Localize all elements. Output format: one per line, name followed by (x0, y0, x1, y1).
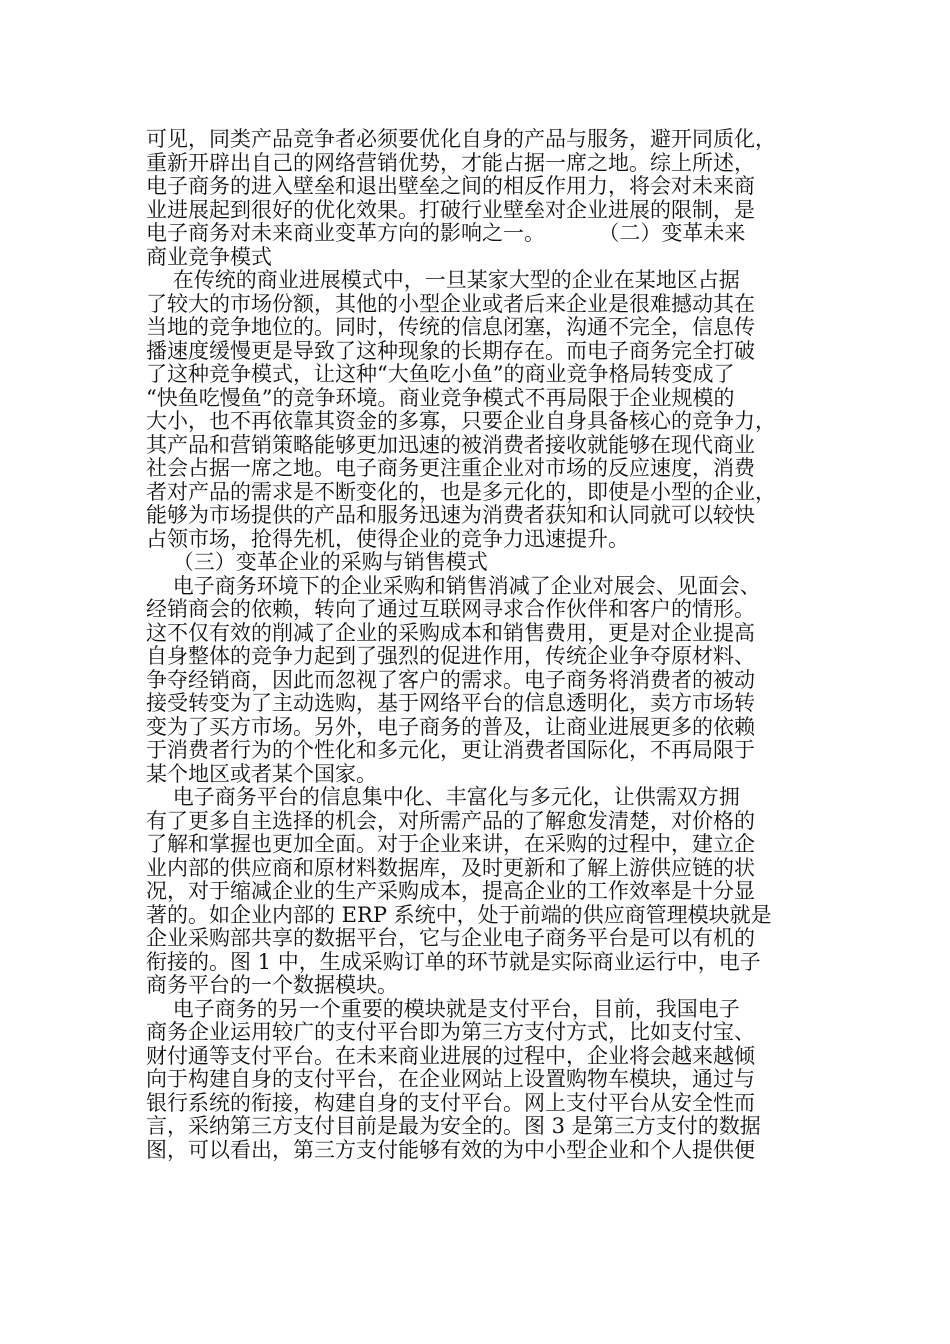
text-line: 当地的竞争地位的。同时，传统的信息闭塞，沟通不完全，信息传 (146, 315, 755, 339)
text-line: 图，可以看出，第三方支付能够有效的为中小型企业和个人提供便 (146, 1137, 755, 1162)
text-line: 了较大的市场份额，其他的小型企业或者后来企业是很难撼动其在 (146, 291, 755, 316)
section-heading-continuation: 商业竞争模式 (146, 244, 272, 269)
text-line: 某个地区或者某个国家。 (146, 761, 377, 786)
text-line: 银行系统的衔接，构建自身的支付平台。网上支付平台从安全性而 (146, 1090, 755, 1115)
text-line: “快鱼吃慢鱼”的竞争环境。商业竞争模式不再局限于企业规模的 (146, 385, 735, 410)
text-line: 了这种竞争模式，让这种“大鱼吃小鱼”的商业竞争格局转变成了 (146, 362, 735, 386)
text-line: 占领市场，抢得先机，使得企业的竞争力迅速提升。 (146, 526, 629, 551)
text-line: 播速度缓慢更是导致了这种现象的长期存在。而电子商务完全打破 (146, 338, 755, 363)
text-line: 于消费者行为的个性化和多元化，更让消费者国际化，不再局限于 (146, 738, 755, 762)
text-line: 经销商会的依赖，转向了通过互联网寻求合作伙伴和客户的情形。 (146, 597, 755, 621)
text-line: 言，采纳第三方支付目前是最为安全的。图 3 是第三方支付的数据 (146, 1114, 761, 1138)
text-line: 向于构建自身的支付平台，在企业网站上设置购物车模块，通过与 (146, 1067, 755, 1091)
text-line: 企业采购部共享的数据平台，它与企业电子商务平台是可以有机的 (146, 926, 755, 950)
text-line: 能够为市场提供的产品和服务迅速为消费者获知和认同就可以较快 (146, 503, 755, 527)
text-line: 况，对于缩减企业的生产采购成本，提高企业的工作效率是十分显 (146, 879, 755, 903)
document-body (146, 128, 806, 1162)
text-line: 变为了买方市场。另外，电子商务的普及，让商业进展更多的依赖 (146, 714, 755, 739)
paragraph-start-line: 电子商务环境下的企业采购和销售消减了企业对展会、见面会、 (146, 573, 761, 598)
text-line: 可见，同类产品竞争者必须要优化自身的产品与服务，避开同质化， (146, 127, 776, 151)
text-line: 自身整体的竞争力起到了强烈的促进作用，传统企业争夺原材料、 (146, 644, 755, 668)
text-line: 电子商务的进入壁垒和退出壁垒之间的相反作用力，将会对未来商 (146, 174, 755, 198)
text-line: 财付通等支付平台。在未来商业进展的过程中，企业将会越来越倾 (146, 1043, 755, 1068)
text-line: 业进展起到很好的优化效果。打破行业壁垒对企业进展的限制，是 (146, 197, 755, 222)
text-line: 了解和掌握也更加全面。对于企业来讲，在采购的过程中，建立企 (146, 832, 755, 856)
text-line: 接受转变为了主动选购，基于网络平台的信息透明化，卖方市场转 (146, 691, 755, 715)
text-line: 业内部的供应商和原材料数据库，及时更新和了解上游供应链的状 (146, 855, 755, 880)
paragraph-start-line: 电子商务平台的信息集中化、丰富化与多元化，让供需双方拥 (146, 785, 740, 809)
paragraph-start-line: 在传统的商业进展模式中，一旦某家大型的企业在某地区占据 (146, 268, 740, 292)
text-line: 大小，也不再依靠其资金的多寡，只要企业自身具备核心的竞争力， (146, 409, 776, 433)
text-line: 重新开辟出自己的网络营销优势，才能占据一席之地。综上所述， (146, 150, 755, 175)
text-line: 这不仅有效的削减了企业的采购成本和销售费用，更是对企业提高 (146, 620, 755, 645)
text-line: 商务平台的一个数据模块。 (146, 973, 398, 997)
text-line: 有了更多自主选择的机会，对所需产品的了解愈发清楚，对价格的 (146, 808, 755, 833)
text-line: 著的。如企业内部的 ERP 系统中，处于前端的供应商管理模块就是 (146, 902, 772, 927)
text-line: 者对产品的需求是不断变化的，也是多元化的，即使是小型的企业， (146, 479, 776, 504)
paragraph-start-line: 电子商务的另一个重要的模块就是支付平台，目前，我国电子 (146, 996, 740, 1021)
text-line-with-section-heading: 电子商务对未来商业变革方向的影响之一。 （二）变革未来 (146, 221, 746, 245)
section-heading: （三）变革企业的采购与销售模式 (146, 550, 488, 574)
text-line: 商务企业运用较广的支付平台即为第三方支付方式，比如支付宝、 (146, 1020, 755, 1044)
text-line: 其产品和营销策略能够更加迅速的被消费者接收就能够在现代商业 (146, 432, 755, 457)
text-line: 社会占据一席之地。电子商务更注重企业对市场的反应速度，消费 (146, 456, 755, 480)
text-line: 争夺经销商，因此而忽视了客户的需求。电子商务将消费者的被动 (146, 667, 755, 692)
text-line: 衔接的。图 1 中，生成采购订单的环节就是实际商业运行中，电子 (146, 949, 761, 974)
